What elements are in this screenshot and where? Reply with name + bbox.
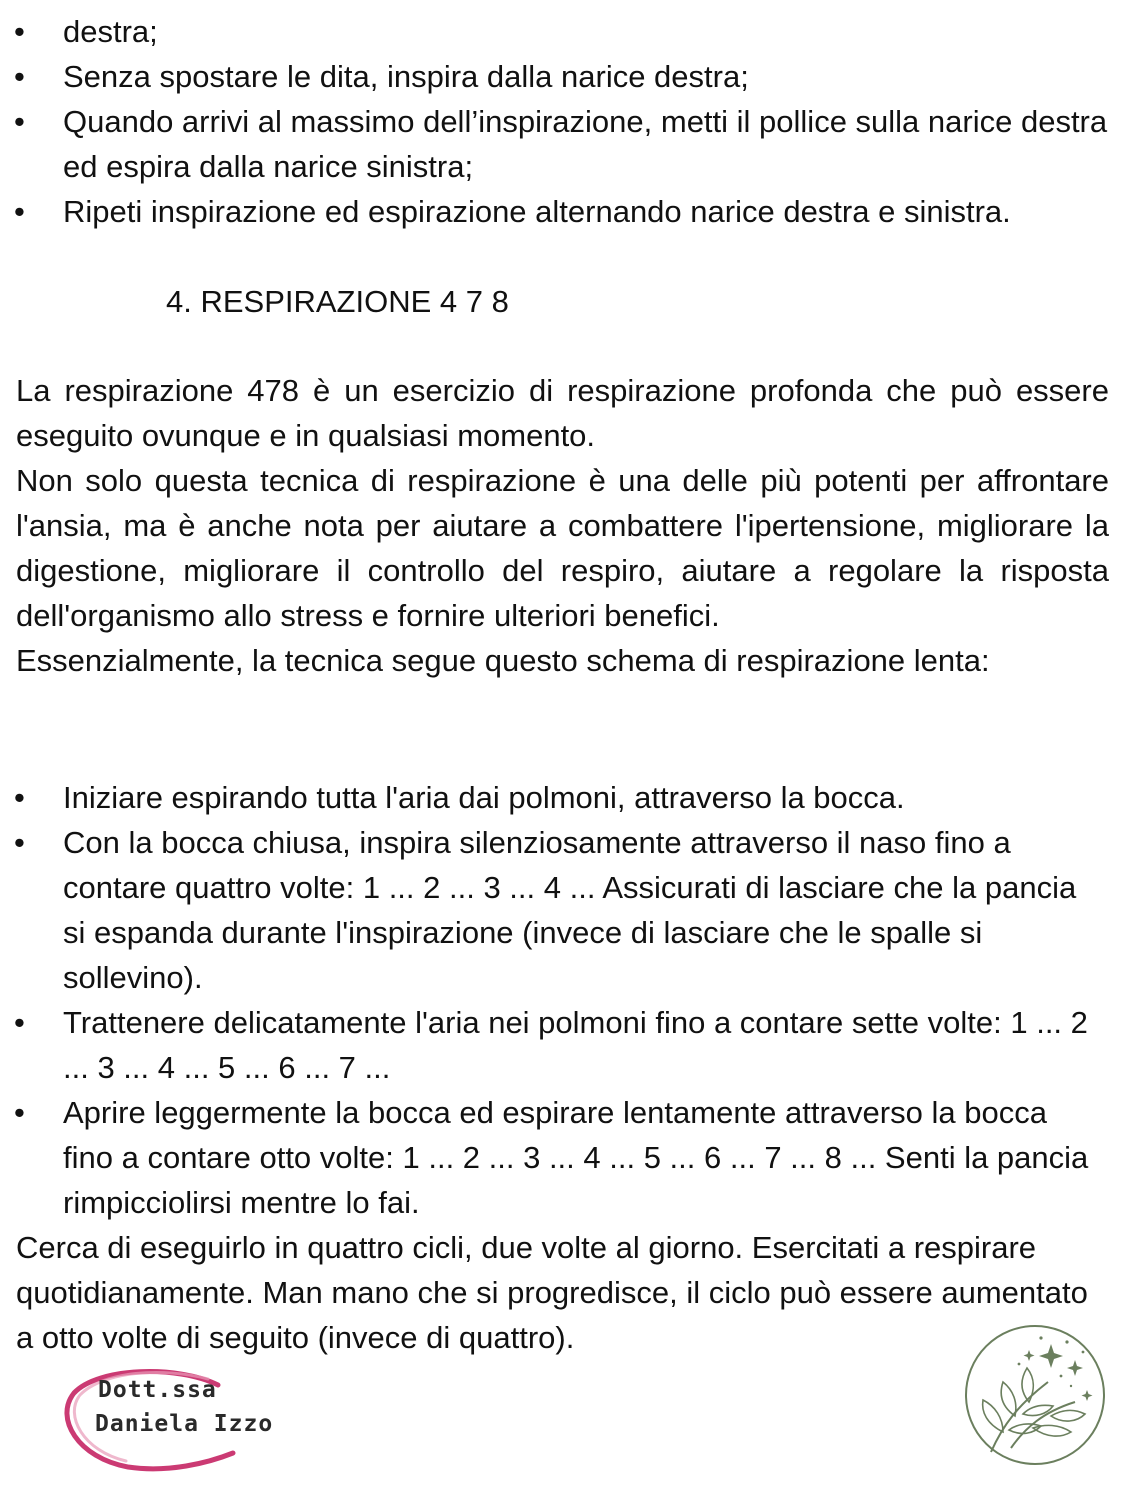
list-item: • Aprire leggermente la bocca ed espirare lentamente attraverso la bocca fino a contare otto volte: 1 ... 2 ... 3 ... 4 ... 5 ... 6 ... 7 ... 8 ... Senti la pancia rimpicciolirsi mentre lo fai.	[0, 1090, 1100, 1225]
leaf-wreath-icon	[963, 1320, 1107, 1470]
top-bullet-list	[0, 9, 1120, 234]
paragraph: Non solo questa tecnica di respirazione è una delle più potenti per affrontare l'ansia, ma è anche nota per aiutare a combattere l'ipertensione, migliorare la digestione, migliorare il controllo del respiro, aiutare a regolare la risposta dell'organismo allo stress e fornire ulteriori benefici.	[16, 463, 1109, 633]
paragraph: Essenzialmente, la tecnica segue questo schema di respirazione lenta:	[16, 643, 990, 678]
botanical-emblem	[963, 1320, 1107, 1470]
section-heading: 4. RESPIRAZIONE 4 7 8	[166, 284, 509, 319]
paragraph: Cerca di eseguirlo in quattro cicli, due volte al giorno. Esercitati a respirare quotidianamente. Man mano che si progredisce, il ciclo può essere aumentato a otto volte di seguito (invece di quattro).	[16, 1230, 1088, 1355]
list-item: • destra;	[0, 9, 1120, 54]
steps-bullet-list	[0, 775, 1100, 1225]
closing-paragraph	[16, 1225, 1096, 1360]
list-item: • Iniziare espirando tutta l'aria dai polmoni, attraverso la bocca.	[0, 775, 1100, 820]
signature-name: Daniela Izzo	[95, 1411, 274, 1437]
list-item: • Con la bocca chiusa, inspira silenziosamente attraverso il naso fino a contare quattro volte: 1 ... 2 ... 3 ... 4 ... Assicurati di lasciare che la pancia si espanda durante l'inspirazione (invece di lasciare che le spalle si sollevino).	[0, 820, 1100, 1000]
signature-title: Dott.ssa	[98, 1377, 217, 1403]
signature-logo	[58, 1363, 308, 1473]
body-text	[16, 368, 1109, 683]
paragraph: La respirazione 478 è un esercizio di respirazione profonda che può essere eseguito ovunque e in qualsiasi momento.	[16, 373, 1109, 453]
list-item: • Senza spostare le dita, inspira dalla narice destra;	[0, 54, 1120, 99]
list-item: • Trattenere delicatamente l'aria nei polmoni fino a contare sette volte: 1 ... 2 ... 3 ... 4 ... 5 ... 6 ... 7 ...	[0, 1000, 1100, 1090]
list-item: • Quando arrivi al massimo dell’inspirazione, metti il pollice sulla narice destra ed espira dalla narice sinistra;	[0, 99, 1120, 189]
list-item: • Ripeti inspirazione ed espirazione alternando narice destra e sinistra.	[0, 189, 1120, 234]
